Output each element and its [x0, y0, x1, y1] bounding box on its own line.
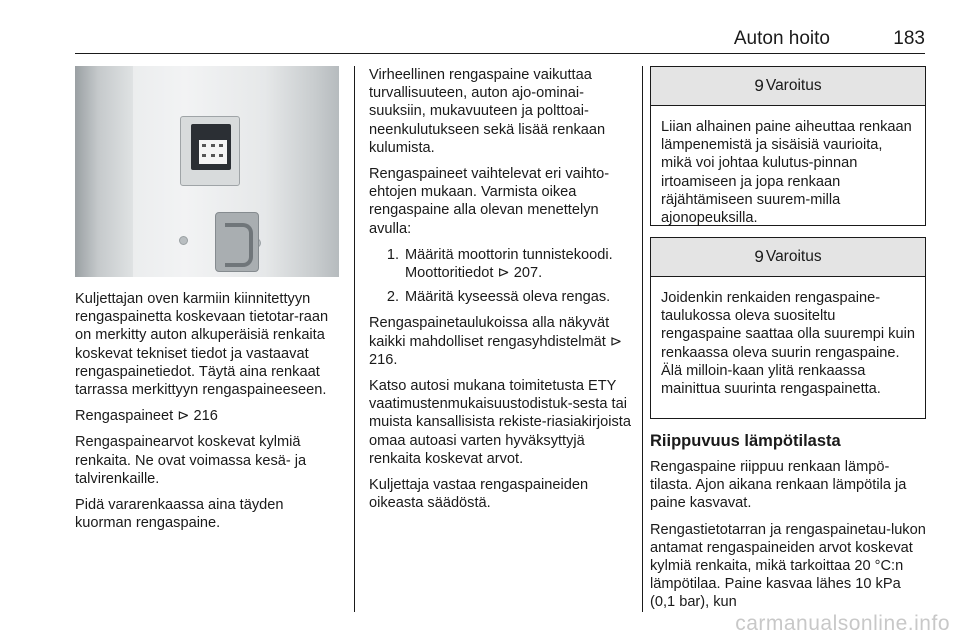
page-ref-icon: ⊳ — [177, 408, 190, 425]
paragraph: Rengaspaine riippuu renkaan lämpö-tilasta. Ajon aikana renkaan lämpötila ja paine kasvavat. — [650, 459, 907, 512]
warning-box — [650, 237, 926, 419]
ref-page: 216 — [193, 408, 218, 425]
watermark: carmanualsonline.info — [735, 612, 950, 635]
tire-pressure-label-photo — [75, 66, 339, 277]
warning-title: Varoitus — [765, 76, 822, 94]
warning-header — [651, 67, 925, 106]
page-ref-icon: ⊳ — [609, 333, 623, 350]
section-title: Auton hoito — [733, 28, 830, 49]
paragraph: Kuljettaja vastaa rengaspaineiden oikeasta säädöstä. — [369, 477, 589, 512]
page-number: 183 — [893, 28, 925, 49]
striker-bar — [225, 223, 253, 267]
paragraph-text: Rengaspainetaulukoissa alla näkyvät kaikki mahdolliset rengasyhdistelmät — [369, 315, 610, 350]
list-item — [369, 246, 634, 282]
door-hole — [179, 236, 188, 245]
step-number: 1. — [386, 246, 399, 263]
column-middle — [369, 66, 634, 520]
paragraph: Pidä vararenkaassa aina täyden kuorman rengaspaine. — [75, 497, 284, 532]
photo-caption: Kuljettajan oven karmiin kiinnitettyyn rengaspainetta koskevaan tietotar-raan on merkitty auton alkuperäisiä renkaita koskevat tekniset tiedot ja vastaavat rengaspainetiedot. Täytä aina renkaat tarrassa merkittyyn rengaspaineeseen. — [75, 291, 329, 399]
paragraph: Virheellinen rengaspaine vaikuttaa turvallisuuteen, auton ajo-ominai-suuksiin, mukavuuteen ja polttoai-neenkulutukseen sekä lisää renkaan kulumista. — [369, 67, 606, 156]
step-page: 207. — [513, 265, 543, 282]
warning-title: Varoitus — [765, 247, 822, 265]
step-text-wrap — [405, 246, 634, 282]
paragraph: Rengastietotarran ja rengaspainetau-lukon antamat rengaspaineiden arvot koskevat kylmiä renkaita, mikä tarkoittaa 20 °C:n lämpötilaa. Paine kasvaa lähes 10 kPa (0,1 bar), kun — [650, 521, 926, 611]
paragraph: Rengaspaineet vaihtelevat eri vaihto-ehtojen mukaan. Varmista oikea rengaspaine alla olevan menettelyn avulla: — [369, 166, 610, 237]
door-edge — [75, 66, 133, 277]
header-rule — [75, 53, 925, 54]
step-text: Määritä moottorin tunnistekoodi. Moottoritiedot — [405, 246, 613, 282]
warning-header — [651, 238, 925, 277]
warning-icon: 9 — [754, 246, 764, 266]
warning-text: Joidenkin renkaiden rengaspaine-taulukossa oleva suositeltu rengaspaine saattaa olla suurempi kuin renkaassa oleva suurin rengaspaine. Älä milloin-kaan ylitä renkaassa mainittua suurinta rengaspainetta. — [661, 290, 915, 398]
column-divider — [354, 66, 355, 612]
column-left — [75, 290, 339, 540]
ref-text: Rengaspaineet — [75, 408, 174, 425]
column-divider — [642, 66, 643, 612]
page-ref-icon: ⊳ — [497, 265, 510, 282]
section-heading: Riippuvuus lämpötilasta — [650, 432, 841, 450]
sticker-table — [199, 140, 227, 164]
step-number: 2. — [386, 289, 399, 306]
warning-box — [650, 66, 926, 226]
door-striker — [215, 212, 259, 272]
cross-reference — [75, 407, 339, 425]
ref-page: 216. — [369, 351, 398, 368]
paragraph — [369, 314, 634, 369]
step-text: Määritä kyseessä oleva rengas. — [405, 289, 611, 306]
steps-list — [369, 246, 634, 307]
warning-text: Liian alhainen paine aiheuttaa renkaan lämpenemistä ja sisäisiä vaurioita, mikä voi johtaa kulutus-pinnan irtoamiseen ja jopa renkaan räjähtämiseen suurem-milla ajonopeuksilla. — [661, 119, 912, 227]
paragraph: Rengaspainearvot koskevat kylmiä renkaita. Ne ovat voimassa kesä- ja talvirenkaille. — [75, 434, 307, 487]
list-item — [369, 288, 634, 306]
page-header — [75, 24, 925, 54]
tire-pressure-sticker — [191, 124, 231, 170]
warning-icon: 9 — [754, 75, 764, 95]
column-right — [650, 430, 928, 620]
paragraph: Katso autosi mukana toimitetusta ETY vaatimustenmukaisuustodistuk-sesta tai muista kansallisista rekiste-riasiakirjoista omaa autoasi varten hyväksyttyjä renkaita koskevat arvot. — [369, 378, 631, 467]
